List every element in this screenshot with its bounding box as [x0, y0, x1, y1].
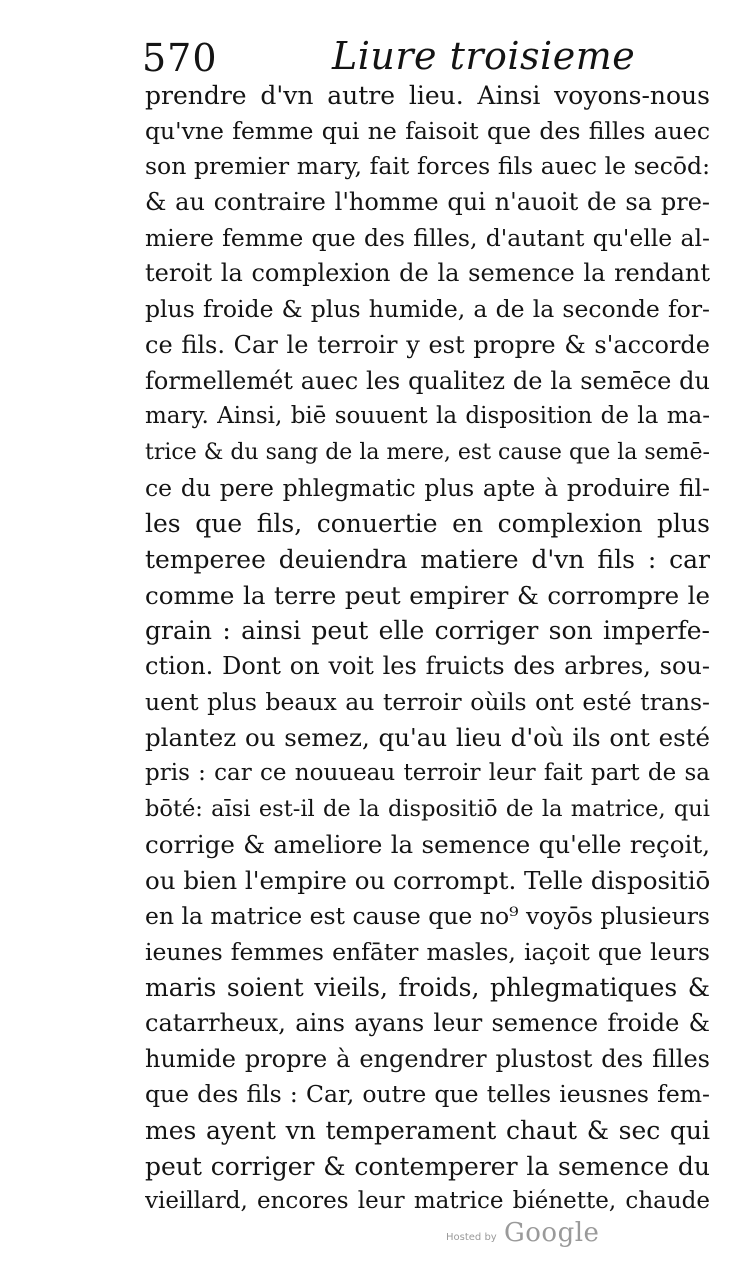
text-line: & au contraire l'homme qui n'auoit de sa pre-	[145, 188, 710, 217]
text-line: son premier mary, fait forces fils auec le secōd:	[145, 152, 710, 181]
text-line: comme la terre peut empirer & corrompre le	[145, 580, 710, 610]
text-line: ce fils. Car le terroir y est propre & s'accorde	[145, 330, 710, 359]
text-line: mes ayent vn temperament chaut & sec qui	[145, 1115, 710, 1145]
text-line: grain : ainsi peut elle corriger son imperfe-	[145, 616, 710, 646]
text-line: ou bien l'empire ou corrompt. Telle dispositiō	[145, 866, 710, 896]
text-line: corrige & ameliore la semence qu'elle reçoit,	[145, 830, 710, 860]
text-line: pris : car ce nouueau terroir leur fait part de sa	[145, 760, 710, 787]
text-line: ce du pere phlegmatic plus apte à produire fil-	[145, 473, 710, 502]
text-line: teroit la complexion de la semence la rendant	[145, 259, 710, 288]
text-line: temperee deuiendra matiere d'vn fils : car	[145, 544, 710, 574]
text-line: bōté: aīsi est-il de la dispositiō de la matrice, qui	[145, 795, 710, 822]
text-line: uent plus beaux au terroir oùils ont esté trans-	[145, 687, 710, 716]
text-line: maris soient vieils, froids, phlegmatiques &	[145, 973, 710, 1003]
text-line: prendre d'vn autre lieu. Ainsi voyons-nous	[145, 81, 710, 110]
text-line: mary. Ainsi, biē souuent la disposition de la ma-	[145, 403, 710, 430]
text-line: trice & du sang de la mere, est cause que la semē-	[145, 439, 710, 465]
text-line: peut corriger & contemperer la semence du	[145, 1151, 710, 1181]
google-logo-text: Google	[504, 1218, 600, 1248]
text-line: les que fils, conuertie en complexion plus	[145, 509, 710, 539]
text-line: formellemét auec les qualitez de la semēce du	[145, 366, 710, 395]
text-line: plantez ou semez, qu'au lieu d'où ils ont esté	[145, 723, 710, 753]
text-line: vieillard, encores leur matrice biénette, chaude	[145, 1188, 710, 1215]
text-line: en la matrice est cause que no⁹ voyōs plusieurs	[145, 901, 710, 930]
running-title: Liure troisieme	[332, 34, 636, 78]
hosted-by-label: Hosted by	[446, 1232, 497, 1243]
text-line: ieunes femmes enfāter masles, iaçoit que leurs	[145, 937, 710, 966]
body-text	[145, 78, 710, 1220]
text-line: catarrheux, ains ayans leur semence froide &	[145, 1008, 710, 1037]
text-line: que des fils : Car, outre que telles ieusnes fem-	[145, 1080, 710, 1109]
running-head	[142, 30, 662, 82]
text-line: ction. Dont on voit les fruicts des arbres, sou-	[145, 652, 710, 680]
page-number: 570	[142, 36, 218, 80]
text-line: qu'vne femme qui ne faisoit que des filles auec	[145, 116, 710, 145]
text-line: humide propre à engendrer plustost des filles	[145, 1044, 710, 1073]
text-line: plus froide & plus humide, a de la seconde for-	[145, 295, 710, 324]
text-line: miere femme que des filles, d'autant qu'elle al-	[145, 223, 710, 252]
